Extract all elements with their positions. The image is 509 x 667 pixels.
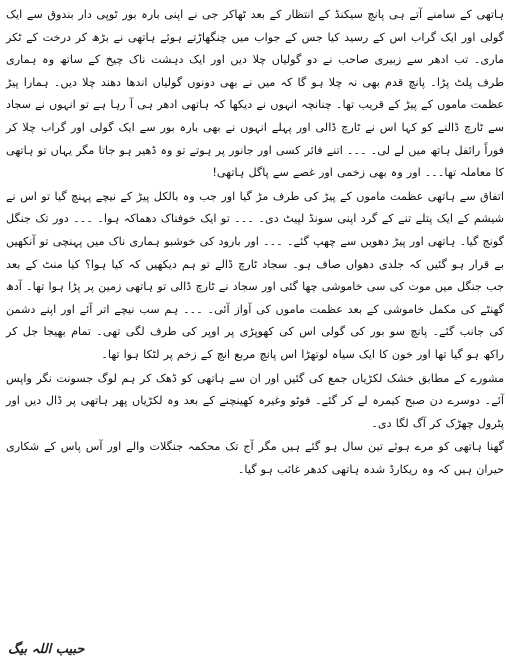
paragraph-3: مشورے کے مطابق خشک لکڑیاں جمع کی گئیں اور ان سے ہاتھی کو ڈھک کر ہم لوگ جسونت نگر واپس آئے۔ دوسرے دن صبح کیمرہ لے کر گئے۔ فوٹو وغیرہ کھینچنے کے بعد وہ لکڑیاں پھر ہاتھی پر ڈال دیں اور پٹرول چھڑک کر آگ لگا دی۔ [6,371,504,430]
paragraph-1: ہاتھی کے سامنے آتے ہی پانچ سیکنڈ کے انتظار کے بعد ٹھاکر جی نے اپنی بارہ بور ٹوپی دار بندوق سے ایک گولی اور ایک گراب اس کے رسید کیا جس کے جواب میں چنگھاڑتے ہوئے ہاتھی نے بڑھ کر درخت کے ٹکر ماری۔ تب ادھر سے زبیری صاحب نے دو گولیاں چلا دیں اور ایک دہشت ناک چیخ کے ساتھ وہ ہماری طرف پلٹ پڑا۔ پانچ قدم بھی نہ چلا ہو گا کہ میں نے بھی دونوں گولیاں اندھا دھند چلا دیں۔ ہمارا پیڑ عظمت ماموں کے پیڑ کے قریب تھا۔ چنانچہ انہوں نے دیکھا کہ ہاتھی ادھر ہی آ رہا ہے تو انہوں نے سجاد سے ٹارچ ڈالنے کو کہا اس نے ٹارچ ڈالی اور پہلے انہوں نے بھی بارہ بور سے ایک گولی اور گراب چلا کر فوراً رائفل ہاتھ میں لے لی۔ ۔۔۔ اتنے فائر کسی اور جانور پر ہوتے تو وہ ڈھیر ہو جاتا مگر یہاں تو ہاتھی کا معاملہ تھا۔۔۔ اور وہ بھی زخمی اور غصے سے پاگل ہاتھی! [6,8,504,180]
paragraph-4: گھنا ہاتھی کو مرے ہوئے تین سال ہو گئے ہیں مگر آج تک محکمہ جنگلات والے اور آس پاس کے شکاری حیران ہیں کہ وہ ریکارڈ شدہ ہاتھی کدھر غائب ہو گیا۔ [6,440,504,476]
author-signature: حبیب اللہ بیگ [8,642,85,657]
paragraph-2: اتفاق سے ہاتھی عظمت ماموں کے پیڑ کی طرف مڑ گیا اور جب وہ بالکل پیڑ کے نیچے پہنچ گیا تو اس نے شیشم کے ایک پتلے تنے کے گرد اپنی سونڈ لپیٹ دی۔ ۔۔۔ تو ایک خوفناک دھماکہ ہوا۔ ۔۔۔ دور تک جنگل گونج گیا۔ ہاتھی اور پیڑ دھویں سے چھپ گئے۔ ۔۔۔ اور بارود کی خوشبو ہماری ناک میں پہنچی تو آنکھیں بے قرار ہو گئیں کہ جلدی دھواں صاف ہو۔ سجاد ٹارچ ڈالے تو ہم دیکھیں کہ کیا ہوا؟ کیا منٹ کے بعد جب جنگل میں موت کی سی خاموشی چھا گئی اور سجاد نے ٹارچ ڈالی تو ہاتھی زمین پر پڑا ہوا تھا۔ آدھ گھنٹے کی مکمل خاموشی کے بعد عظمت ماموں کی آواز آئی۔ ۔۔۔ ہم سب نیچے اتر آئے اور اپنے دشمن کی جانب گئے۔ پانچ سو بور کی گولی اس کی کھوپڑی پر اوپر کی طرف لگی تھی۔ تمام بھیجا جل کر راکھ ہو گیا تھا اور خون کا ایک سیاہ لوتھڑا اس پانچ مربع انچ کے زخم پر لٹکا ہوا تھا۔ [6,189,504,361]
